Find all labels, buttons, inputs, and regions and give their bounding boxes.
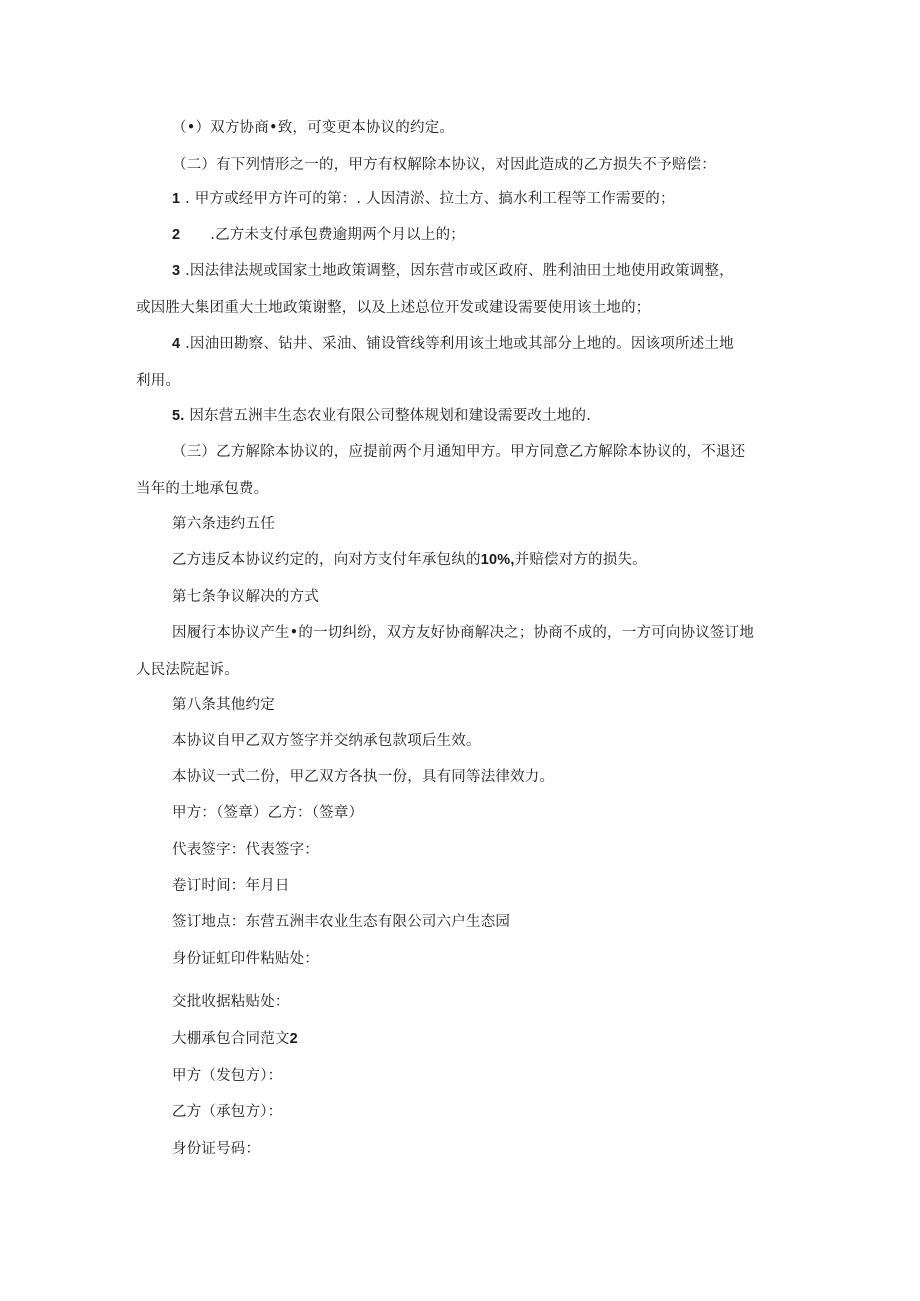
list-item-4 xyxy=(136,334,786,391)
id-number-line: 身份证号码： xyxy=(172,1141,261,1157)
list-text: .乙方未支付承包费逾期两个月以上的； xyxy=(210,227,465,243)
list-text: .因法律法规或国家土地政策调整，因东营市或区政府、胜利油田土地使用政策调整， xyxy=(180,263,734,279)
percentage-value: 10%, xyxy=(480,552,515,568)
list-text: . 甲方或经甲方许可的第：. 人因清淤、拉土方、搞水利工程等工作需要的； xyxy=(180,191,675,207)
signature-parties-line: 甲方：（签章）乙方：（签章） xyxy=(172,805,364,821)
paragraph-line-continued: 当年的土地承包费。 xyxy=(136,481,269,497)
representative-signature-line: 代表签字：代表签字： xyxy=(172,842,319,858)
list-number: 1 xyxy=(172,191,181,207)
paragraph-termination-conditions: （二）有下列情形之一的，甲方有权解除本协议，对因此造成的乙方损失不予赔偿： xyxy=(172,157,716,173)
article-8-heading: 第八条其他约定 xyxy=(172,697,275,713)
list-text: .因油田勘察、钻井、采油、铺设管线等利用该土地或其部分上地的。因该项所述土地 xyxy=(180,336,734,352)
paragraph-breach-liability xyxy=(172,550,647,570)
list-item-3 xyxy=(136,261,786,318)
text-segment: 大棚承包合同范文 xyxy=(172,1031,290,1047)
list-item-5 xyxy=(172,406,591,426)
paragraph-line-continued: 人民法院起诉。 xyxy=(136,662,239,678)
list-text-continued: 利用。 xyxy=(136,373,181,389)
list-text: 因东营五洲丰生态农业有限公司整体规划和建设需要改土地的. xyxy=(189,408,592,424)
receipt-placeholder: 交批收据粘贴处： xyxy=(172,994,290,1010)
paragraph-modify-agreement: （•）双方协商•致，可变更本协议的约定。 xyxy=(172,120,455,136)
id-copy-placeholder: 身份证虹印件粘贴处： xyxy=(172,951,319,967)
list-number: 5. xyxy=(172,408,185,424)
paragraph-line: （三）乙方解除本协议的，应提前两个月通知甲方。甲方同意乙方解除本协议的，不退还 xyxy=(172,444,746,460)
party-b-line: 乙方（承包方）： xyxy=(172,1104,283,1120)
party-a-line: 甲方（发包方）： xyxy=(172,1068,283,1084)
list-number: 2 xyxy=(172,227,181,243)
list-item-2 xyxy=(172,225,465,245)
paragraph-dispute-resolution xyxy=(136,623,786,680)
text-segment: 乙方违反本协议约定的，向对方支付年承包纨的 xyxy=(172,552,481,568)
signing-location-line: 签订地点：东营五洲丰农业生态有限公司六户生态园 xyxy=(172,914,511,930)
contract-sample-title xyxy=(172,1029,298,1049)
list-number: 3 xyxy=(172,263,181,279)
list-number: 4 xyxy=(172,336,181,352)
signing-date-line: 卷订时间：年月日 xyxy=(172,878,290,894)
article-7-heading: 第七条争议解决的方式 xyxy=(172,589,319,605)
paragraph-line: 因履行本协议产生•的一切纠纷，双方友好协商解决之；协商不成的，一方可向协议签订地 xyxy=(172,625,755,641)
article-6-heading: 第六条违约五任 xyxy=(172,516,275,532)
paragraph-effective: 本协议自甲乙双方签字并交纳承包款项后生效。 xyxy=(172,733,481,749)
list-item-1 xyxy=(172,189,675,209)
paragraph-copies: 本协议一式二份，甲乙双方各执一份，具有同等法律效力。 xyxy=(172,769,555,785)
title-number: 2 xyxy=(289,1031,298,1047)
paragraph-tenant-termination xyxy=(136,442,786,499)
list-text-continued: 或因胜大集团重大土地政策谢整，以及上述总位开发或建设需要使用该土地的； xyxy=(136,300,651,316)
text-segment: 并赔偿对方的损失。 xyxy=(514,552,647,568)
